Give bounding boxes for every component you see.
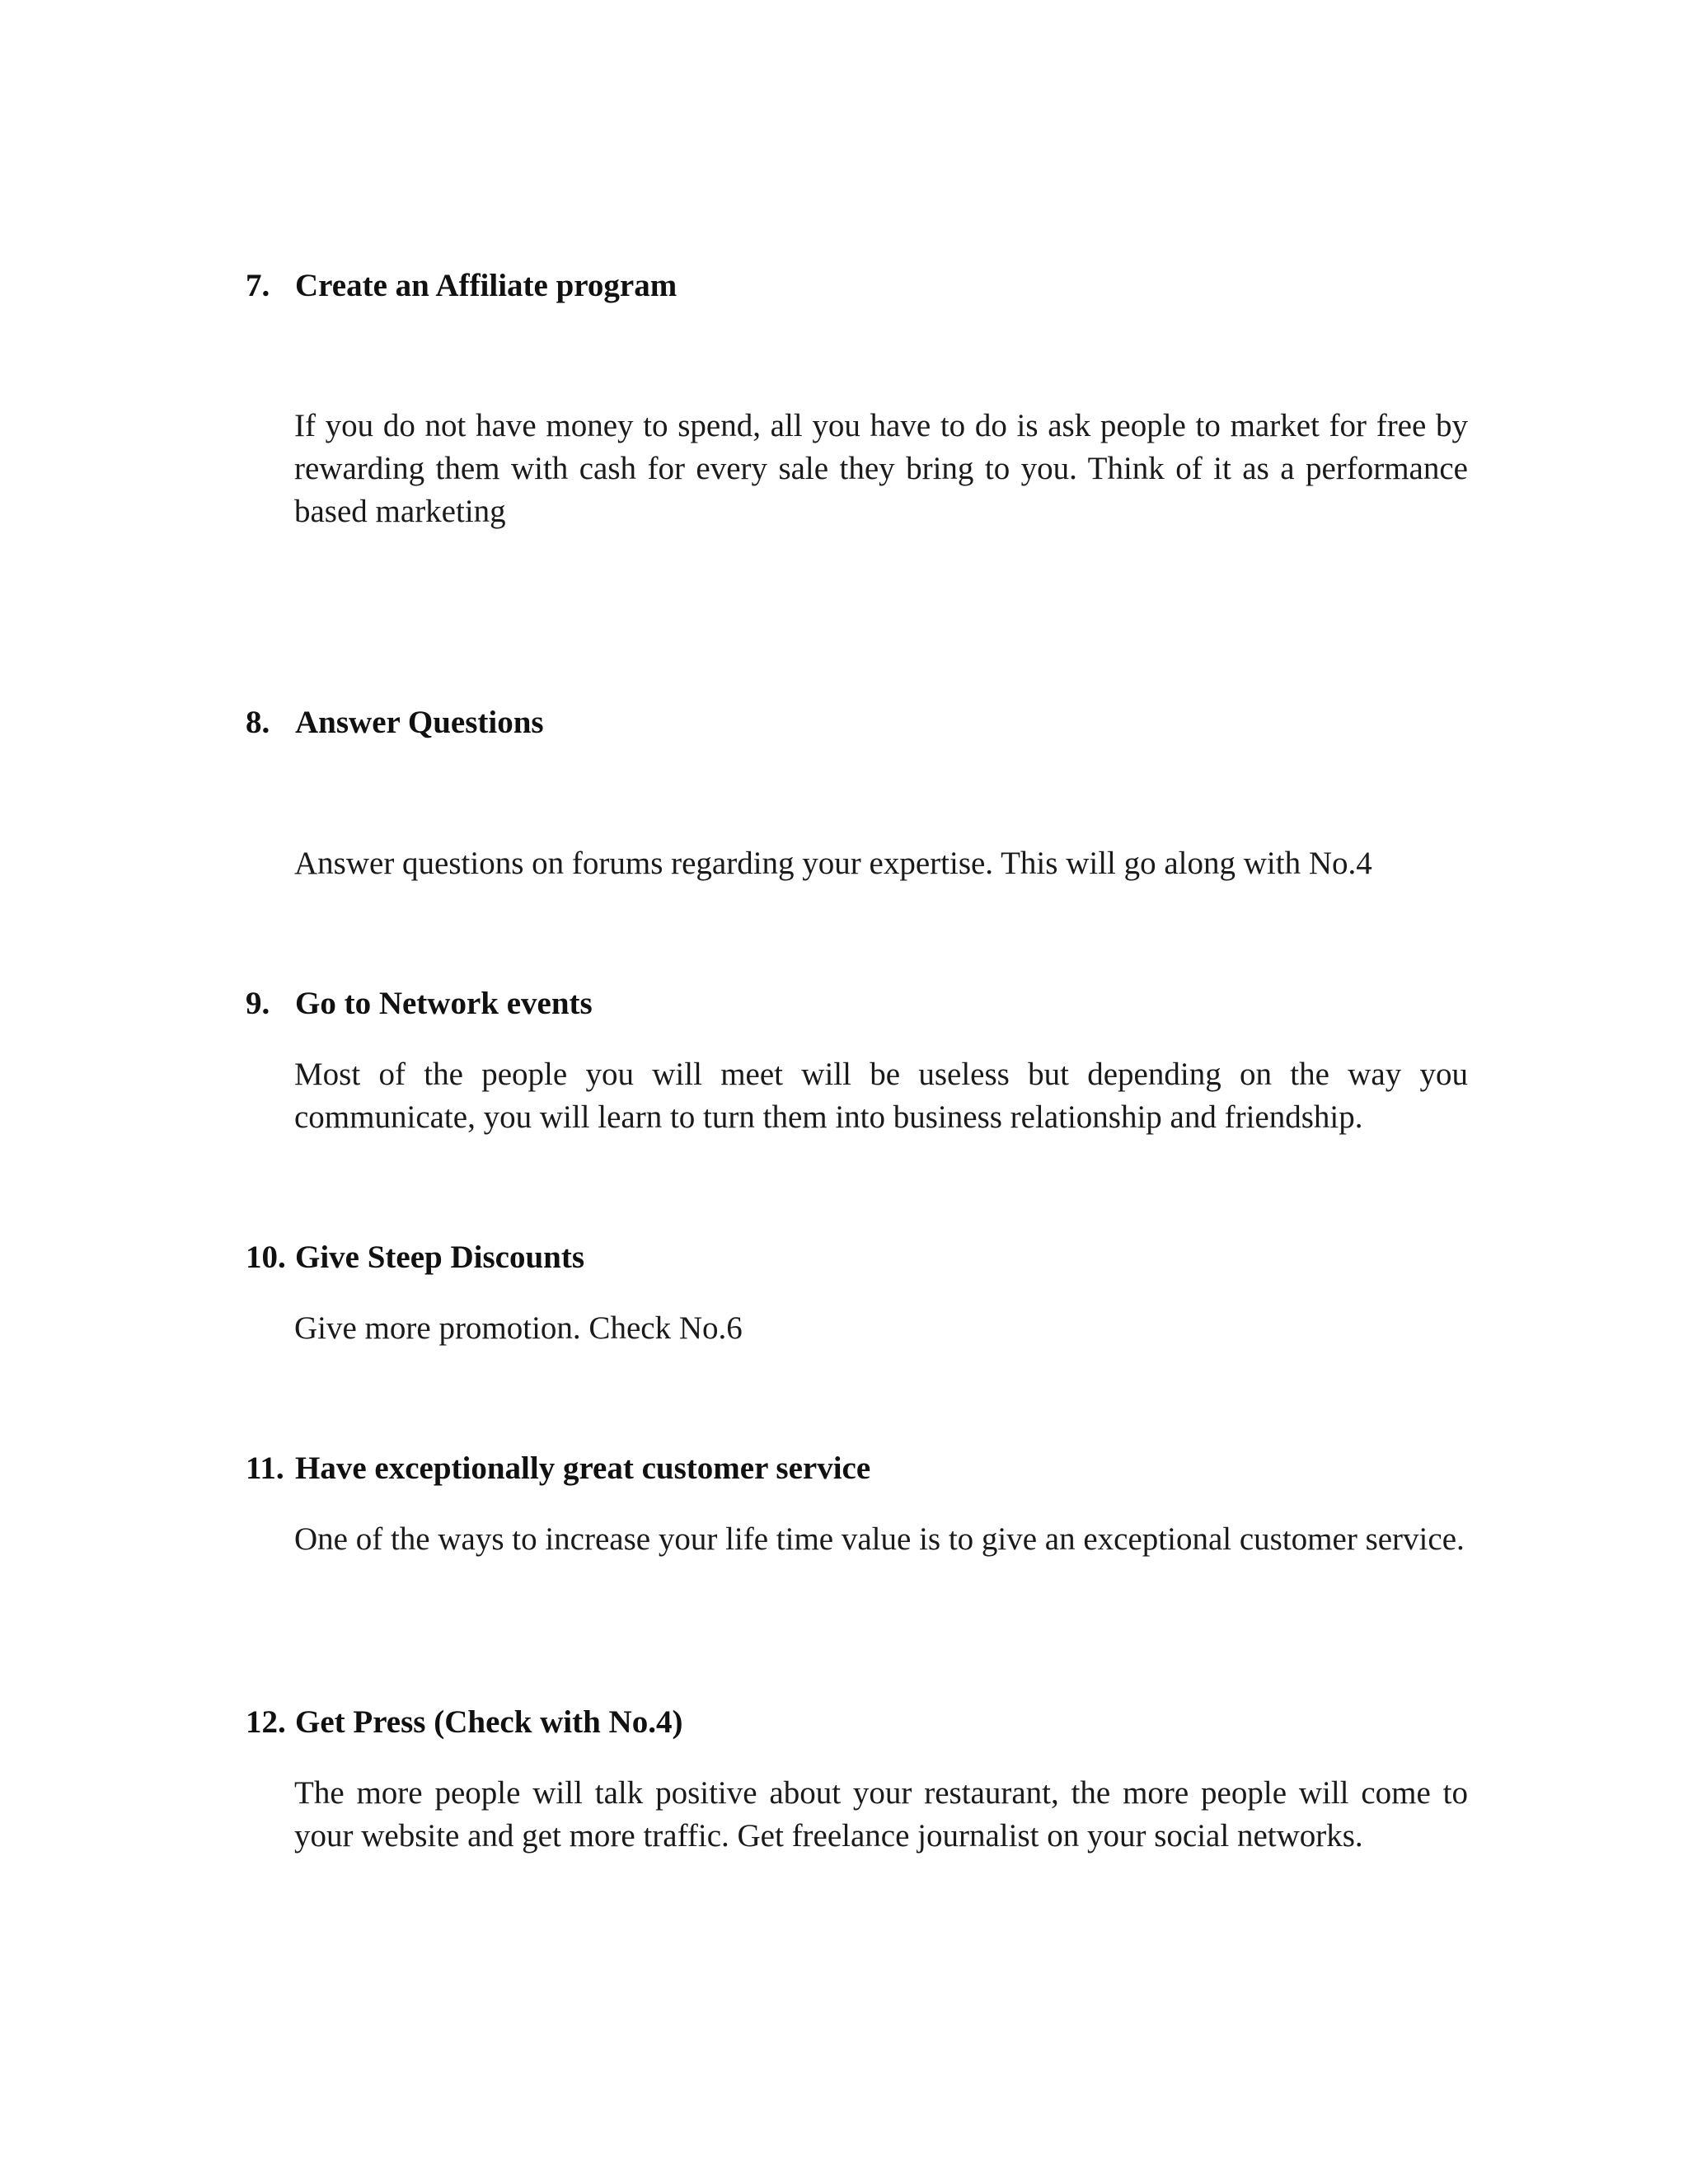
section-9-heading [246, 982, 593, 1025]
section-title: Answer Questions [295, 705, 544, 740]
section-number: 8. [246, 705, 270, 740]
section-7-body: If you do not have money to spend, all you have to do is ask people to market for free by rewarding them with cash for every sale they bring to you. Think of it as a performance based marketing [294, 408, 1468, 529]
section-9-body: Most of the people you will meet will be useless but depending on the way you communicate, you will learn to turn them into business relationship and friendship. [294, 1057, 1468, 1135]
section-number: 12. [246, 1704, 286, 1740]
section-8-body: Answer questions on forums regarding your expertise. This will go along with No.4 [294, 846, 1372, 881]
section-10-heading [246, 1236, 584, 1279]
section-12-heading [246, 1701, 682, 1744]
section-title: Give Steep Discounts [295, 1240, 584, 1275]
section-title: Go to Network events [295, 986, 593, 1021]
section-title: Get Press (Check with No.4) [295, 1704, 683, 1740]
section-12-body: The more people will talk positive about your restaurant, the more people will come to your website and get more traffic. Get freelance journalist on your social networks. [294, 1775, 1468, 1854]
section-7-heading [246, 265, 677, 307]
section-number: 11. [246, 1451, 284, 1486]
section-11-heading [246, 1447, 870, 1490]
section-title: Have exceptionally great customer service [295, 1451, 871, 1486]
section-number: 7. [246, 268, 270, 303]
section-title: Create an Affiliate program [295, 268, 678, 303]
section-8-heading [246, 701, 544, 744]
section-11-body: One of the ways to increase your life time value is to give an exceptional customer service. [294, 1521, 1465, 1557]
section-10-body: Give more promotion. Check No.6 [294, 1310, 743, 1346]
section-number: 9. [246, 986, 270, 1021]
section-number: 10. [246, 1240, 286, 1275]
